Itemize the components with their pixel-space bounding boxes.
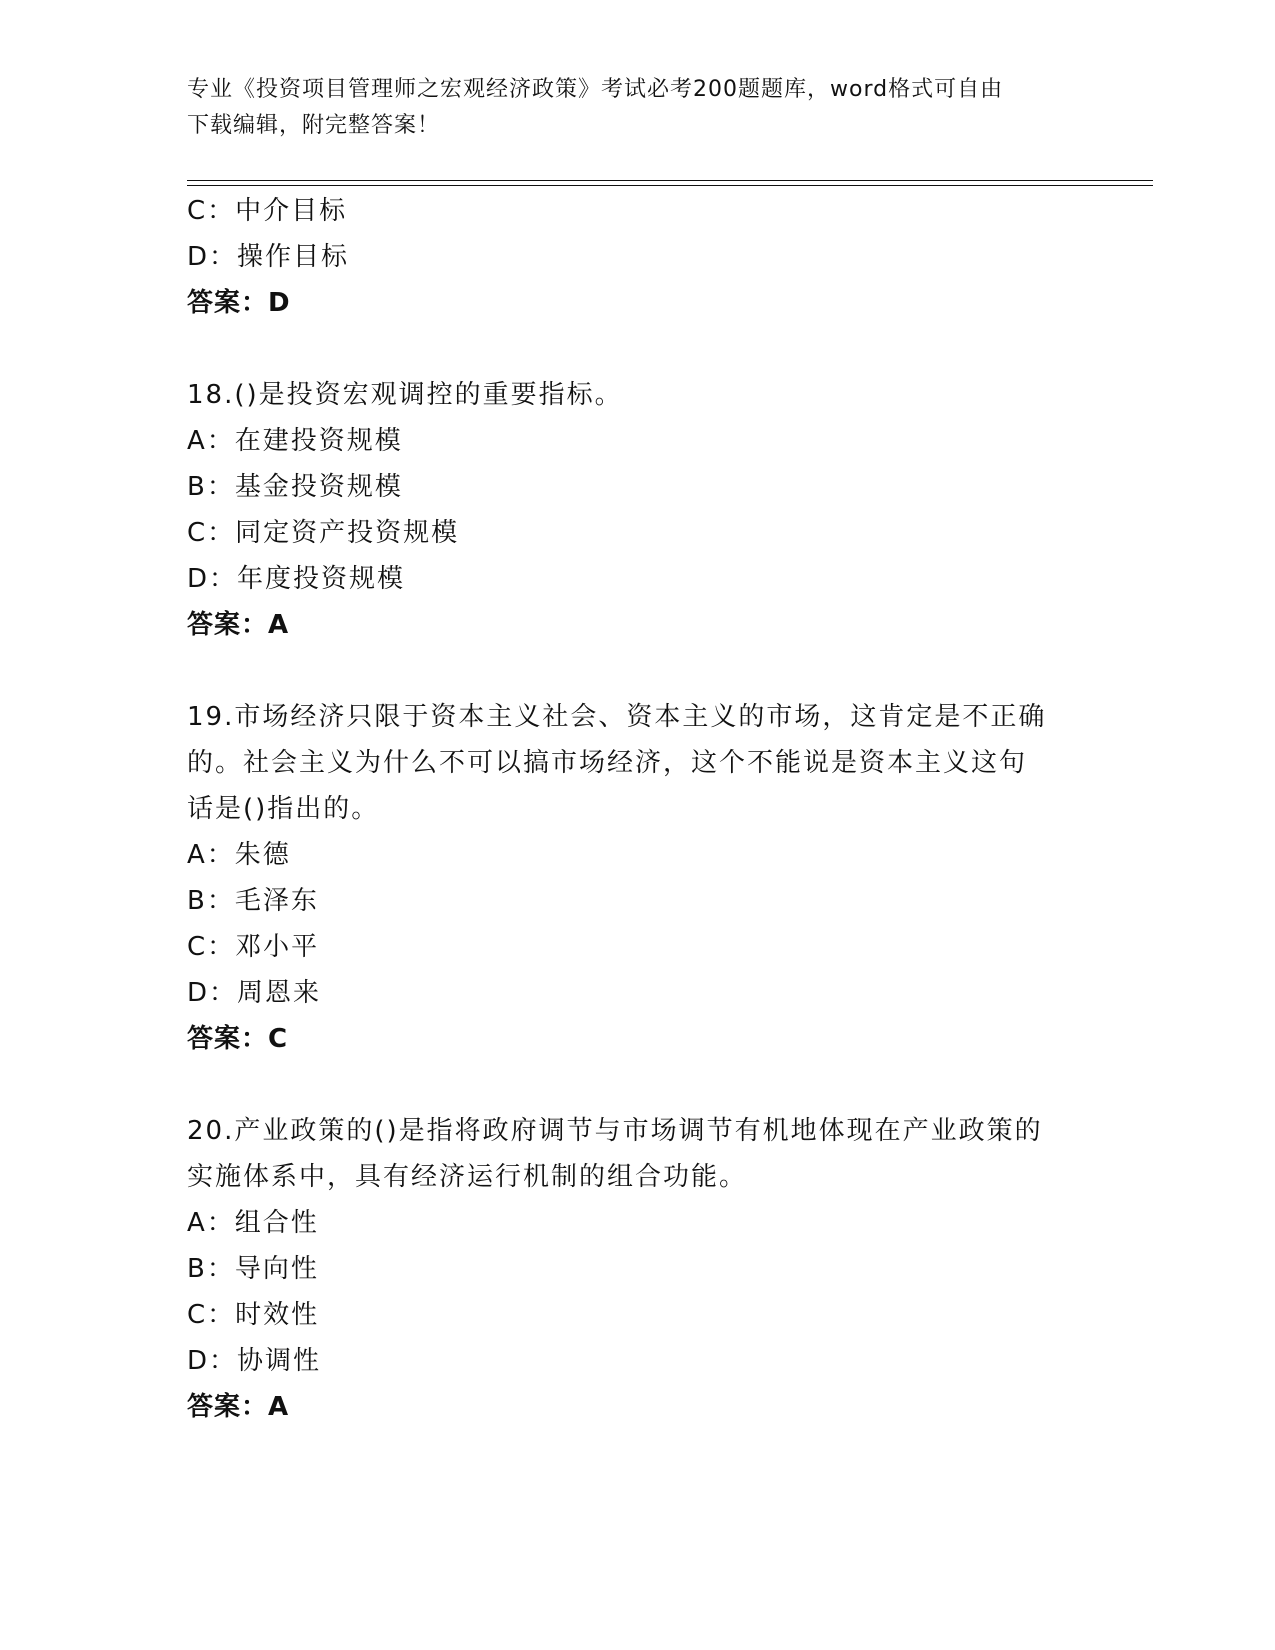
question-stem: 18.()是投资宏观调控的重要指标。 [187,380,623,410]
option-b [187,464,1077,510]
option-text: 中介目标 [235,196,348,226]
option-c [187,924,1077,970]
option-a [187,1200,1077,1246]
option-d [187,1338,1077,1384]
option-c [187,510,1077,556]
answer-line: 答案：C [187,1024,289,1054]
header-rule-top [187,180,1153,181]
option-label: C： [187,932,236,962]
option-text: 邓小平 [235,932,320,962]
question-20 [187,1108,1077,1430]
option-text: 年度投资规模 [237,564,406,594]
option-label: D： [187,564,238,594]
option-b [187,1246,1077,1292]
option-label: B： [187,472,235,502]
header-rule-bottom [187,185,1153,186]
answer-line: 答案：D [187,288,291,318]
option-c [187,188,1077,234]
header-line-2: 下载编辑，附完整答案！ [187,113,441,138]
option-label: D： [187,978,238,1008]
option-label: B： [187,886,235,916]
question-18 [187,372,1077,648]
option-label: C： [187,518,236,548]
page-header [187,72,1077,144]
option-text: 时效性 [235,1300,320,1330]
option-text: 周恩来 [237,978,322,1008]
question-stem-line-1: 20.产业政策的()是指将政府调节与市场调节有机地体现在产业政策的 [187,1116,1043,1146]
option-text: 同定资产投资规模 [235,518,460,548]
option-label: C： [187,196,236,226]
option-d [187,556,1077,602]
option-label: A： [187,426,235,456]
option-label: D： [187,242,238,272]
option-label: C： [187,1300,236,1330]
question-19 [187,694,1077,1062]
option-d [187,234,1077,280]
option-text: 操作目标 [237,242,350,272]
question-list [187,188,1077,1430]
question-stem-line-3: 话是()指出的。 [187,794,380,824]
option-d [187,970,1077,1016]
question-stem-line-2: 实施体系中，具有经济运行机制的组合功能。 [187,1162,748,1192]
option-text: 协调性 [237,1346,322,1376]
option-a [187,832,1077,878]
option-text: 基金投资规模 [234,472,403,502]
option-c [187,1292,1077,1338]
answer-line: 答案：A [187,1392,290,1422]
option-label: B： [187,1254,235,1284]
option-text: 朱德 [234,840,291,870]
previous-question-tail [187,188,1077,326]
option-text: 导向性 [234,1254,319,1284]
option-label: A： [187,1208,235,1238]
option-text: 毛泽东 [234,886,319,916]
option-text: 在建投资规模 [234,426,403,456]
question-stem-line-2: 的。社会主义为什么不可以搞市场经济，这个不能说是资本主义这句 [187,748,1028,778]
answer-line: 答案：A [187,610,290,640]
header-line-1: 专业《投资项目管理师之宏观经济政策》考试必考200题题库，word格式可自由 [187,77,1004,102]
option-label: A： [187,840,235,870]
option-label: D： [187,1346,238,1376]
question-stem-line-1: 19.市场经济只限于资本主义社会、资本主义的市场，这肯定是不正确 [187,702,1047,732]
option-text: 组合性 [234,1208,319,1238]
option-b [187,878,1077,924]
option-a [187,418,1077,464]
